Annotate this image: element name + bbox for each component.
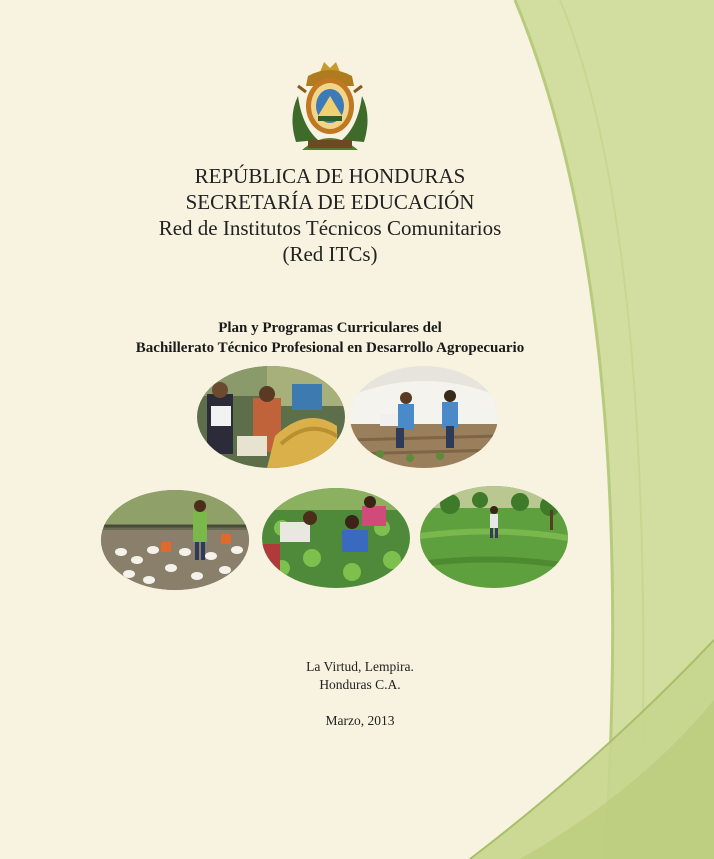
honduras-coat-of-arms-icon bbox=[288, 56, 372, 152]
photo-poultry-farm bbox=[101, 490, 249, 590]
issuing-institution bbox=[0, 163, 660, 267]
photo-greenhouse-workers bbox=[350, 366, 498, 468]
ministry-name: SECRETARÍA DE EDUCACIÓN bbox=[185, 190, 475, 214]
document-title-line1: Plan y Programas Curriculares del bbox=[218, 320, 442, 336]
document-title-line2: Bachillerato Técnico Profesional en Desarrollo Agropecuario bbox=[135, 340, 525, 356]
network-name: Red de Institutos Técnicos Comunitarios bbox=[158, 216, 502, 240]
location-city: La Virtud, Lempira. bbox=[306, 659, 414, 674]
publication-date: Marzo, 2013 bbox=[325, 713, 395, 728]
publication-info bbox=[0, 658, 714, 730]
photo-market-vendors bbox=[197, 366, 345, 468]
network-acronym: (Red ITCs) bbox=[282, 242, 378, 266]
photo-green-field bbox=[420, 486, 568, 588]
document-title bbox=[0, 318, 660, 358]
location-country: Honduras C.A. bbox=[319, 677, 401, 692]
photo-crop-harvest bbox=[262, 488, 410, 588]
country-name: REPÚBLICA DE HONDURAS bbox=[194, 164, 466, 188]
